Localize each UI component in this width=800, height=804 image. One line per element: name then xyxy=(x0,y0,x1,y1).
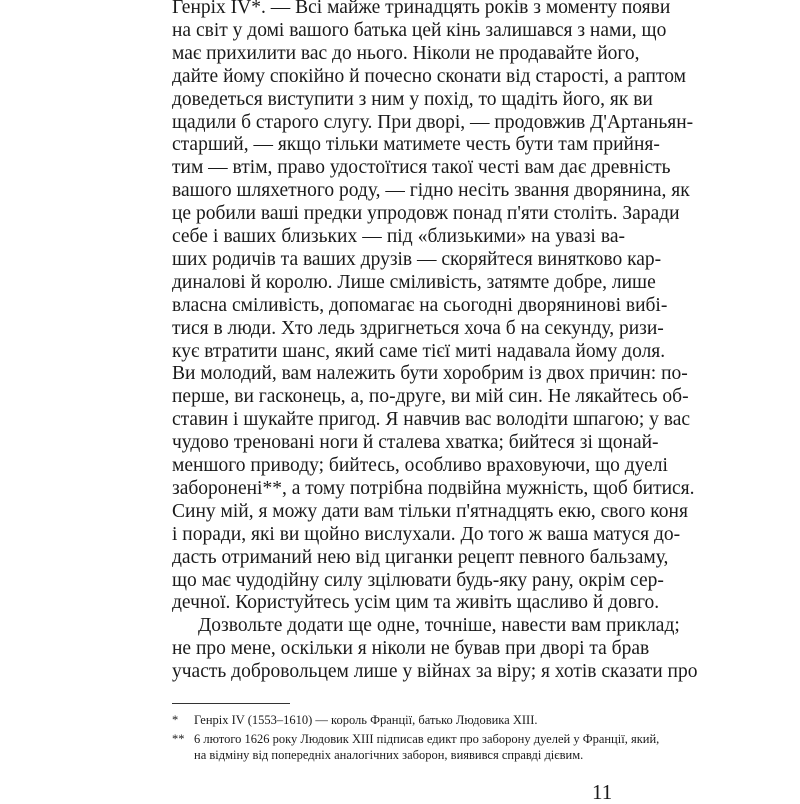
footnote xyxy=(194,747,583,763)
paragraph-first-line: Дозвольте додати ще одне, точніше, навести вам приклад; xyxy=(198,615,680,637)
text-line: це робили ваші предки упродовж понад п'яти століть. Заради xyxy=(172,203,680,225)
text-line: перше, ви гасконець, а, по-друге, ви мій син. Не лякайтесь об- xyxy=(172,386,689,408)
text-line: і поради, які ви щойно вислухали. До того ж ваша матуся до- xyxy=(172,523,681,545)
text-line: не про мене, оскільки я ніколи не бував при дворі та брав xyxy=(172,638,650,660)
text-line: Сину мій, я можу дати вам тільки п'ятнадцять екю, свого коня xyxy=(172,500,688,522)
text-line: власна сміливість, допомагає на сьогодні дворянинові вибі- xyxy=(172,294,668,316)
text-line: дайте йому спокійно й почесно сконати від старості, а раптом xyxy=(172,65,686,87)
page-number: 11 xyxy=(592,780,613,804)
text-line: старший, — якщо тільки матимете честь бути там прийня- xyxy=(172,134,660,156)
footnote-mark: * xyxy=(172,713,179,727)
text-line: дечної. Користуйтесь усім цим та живіть щасливо й довго. xyxy=(172,592,660,614)
text-line: заборонені**, а тому потрібна подвійна мужність, щоб битися. xyxy=(172,477,695,499)
text-line: має прихилити вас до нього. Ніколи не продавайте його, xyxy=(172,42,640,64)
text-line: дасть отриманий нею від циганки рецепт певного бальзаму, xyxy=(172,546,669,568)
footnote xyxy=(172,712,538,728)
text-line: кує втратити шанс, який саме тієї миті надавала йому доля. xyxy=(172,340,666,362)
footnote xyxy=(172,731,659,747)
text-line: Ви молодий, вам належить бути хоробрим із двох причин: по- xyxy=(172,363,688,385)
text-line: ших родичів та ваших друзів — скоряйтеся винятково кар- xyxy=(172,248,662,270)
text-line: себе і ваших близьких — під «близькими» на увазі ва- xyxy=(172,226,625,247)
text-line: диналові й королю. Лише сміливість, затямте добре, лише xyxy=(172,271,656,293)
footnote-text: на відміну від попередніх аналогічних заборон, виявився справді дієвим. xyxy=(194,748,584,762)
footnote-separator xyxy=(172,703,290,704)
text-line: чудово треновані ноги й сталева хватка; бийтеся зі щонай- xyxy=(172,432,659,454)
text-line: Генріх IV*. — Всі майже тринадцять років з моменту появи xyxy=(172,0,671,18)
text-line: меншого приводу; бийтесь, особливо враховуючи, що дуелі xyxy=(172,455,668,476)
text-line: доведеться виступити з ним у похід, то щадіть його, як ви xyxy=(172,88,653,110)
footnote-text: 6 лютого 1626 року Людовик XIII підписав едикт про заборону дуелей у Франції, який, xyxy=(194,732,660,746)
text-line: тися в люди. Хто ледь здригнеться хоча б на секунду, ризи- xyxy=(172,317,664,339)
text-line: вашого шляхетного роду, — гідно несіть звання дворянина, як xyxy=(172,180,690,202)
text-line: участь добровольцем лише у війнах за віру; я хотів сказати про xyxy=(172,661,698,683)
footnote-mark: ** xyxy=(172,732,185,746)
text-line: щадили б старого слугу. При дворі, — продовжив Д'Артаньян- xyxy=(172,111,694,133)
text-line: на світ у домі вашого батька цей кінь залишався з нами, що xyxy=(172,19,667,41)
text-line: ставин і шукайте пригод. Я навчив вас володіти шпагою; у вас xyxy=(172,409,691,431)
text-line: що має чудодійну силу зцілювати будь-яку рану, окрім сер- xyxy=(172,569,664,591)
footnote-text: Генріх IV (1553–1610) — король Франції, батько Людовика XIII. xyxy=(194,713,538,727)
text-line: тим — втім, право удостоїтися такої честі вам дає древність xyxy=(172,157,671,179)
